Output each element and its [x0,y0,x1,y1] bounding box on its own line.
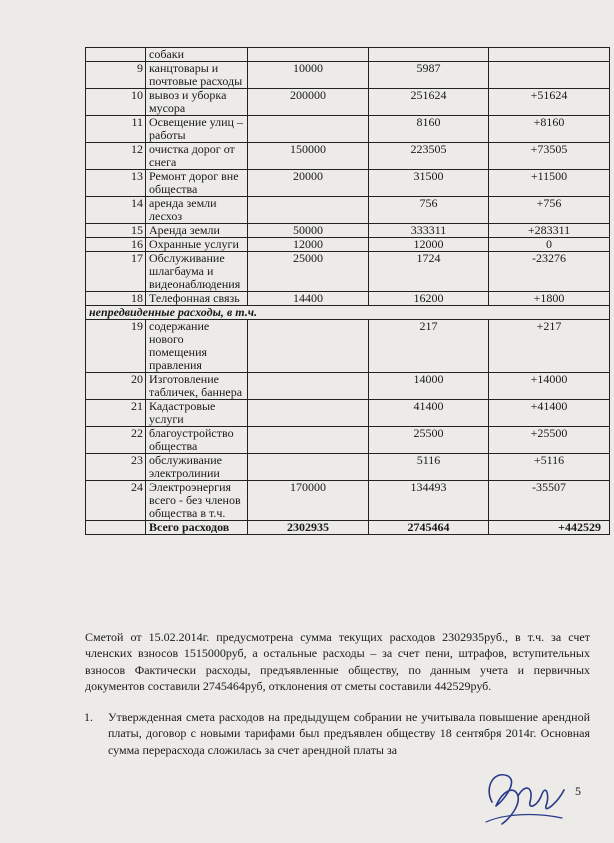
row-name: Охранные услуги [146,238,248,252]
row-plan [248,427,369,454]
row-number: 22 [86,427,146,454]
row-deviation: +73505 [489,143,610,170]
row-deviation: +283311 [489,224,610,238]
row-name: Обслуживание шлагбаума и видеонаблюдения [146,252,248,292]
row-fact: 134493 [369,481,489,521]
row-fact: 25500 [369,427,489,454]
row-name: Телефонная связь [146,292,248,306]
row-plan [248,454,369,481]
row-deviation: +1800 [489,292,610,306]
row-fact: 8160 [369,116,489,143]
row-fact: 12000 [369,238,489,252]
row-name: содержание нового помещения правления [146,320,248,373]
table-row [86,116,610,143]
total-deviation: +442529 [489,521,610,535]
row-number: 11 [86,116,146,143]
row-plan [248,197,369,224]
total-plan: 2302935 [248,521,369,535]
row-name: Освещение улиц – работы [146,116,248,143]
row-name: Кадастровые услуги [146,400,248,427]
row-deviation: +8160 [489,116,610,143]
row-name: Электроэнергия всего - без членов общества в т.ч. [146,481,248,521]
row-name: аренда земли лесхоз [146,197,248,224]
table-row [86,292,610,306]
row-plan: 200000 [248,89,369,116]
section-row [86,306,610,320]
row-name: благоустройство общества [146,427,248,454]
row-number: 14 [86,197,146,224]
row-plan [248,373,369,400]
table-row [86,89,610,116]
row-fact: 223505 [369,143,489,170]
table-row [86,400,610,427]
row-deviation: -23276 [489,252,610,292]
expense-table [85,47,610,535]
row-number: 21 [86,400,146,427]
row-fact: 1724 [369,252,489,292]
row-fact: 14000 [369,373,489,400]
signature-image [474,762,574,832]
section-title: непредвиденные расходы, в т.ч. [86,306,610,320]
total-num-cell [86,521,146,535]
row-number: 10 [86,89,146,116]
table-row [86,238,610,252]
table-row [86,320,610,373]
row-number: 12 [86,143,146,170]
row-name: Аренда земли [146,224,248,238]
row-number: 15 [86,224,146,238]
row-number: 9 [86,62,146,89]
row-plan [248,116,369,143]
total-section [86,521,610,535]
row-number: 23 [86,454,146,481]
row-number: 17 [86,252,146,292]
table-row [86,48,610,62]
table-row [86,143,610,170]
row-name: канцтовары и почтовые расходы [146,62,248,89]
table-row [86,62,610,89]
row-plan: 150000 [248,143,369,170]
row-plan: 10000 [248,62,369,89]
row-deviation: +217 [489,320,610,373]
list-item-number: 1. [84,710,93,724]
row-fact: 5987 [369,62,489,89]
row-plan [248,48,369,62]
total-label: Всего расходов [146,521,248,535]
row-deviation: +51624 [489,89,610,116]
numbered-list-item [84,709,590,758]
summary-paragraph: Сметой от 15.02.2014г. предусмотрена сумма текущих расходов 2302935руб., в т.ч. за счет членских взносов 1515000руб, а остальные расходы – за счет пени, штрафов, вступительных взносов Фактически расходы, предъявленные обществу, по данным учета и первичных документов составили 2745464руб, отклонения от сметы составили 442529руб. [85,630,590,694]
expense-table-body-bottom [86,320,610,521]
row-plan [248,400,369,427]
row-fact: 41400 [369,400,489,427]
total-fact: 2745464 [369,521,489,535]
row-plan: 12000 [248,238,369,252]
row-plan: 25000 [248,252,369,292]
row-number: 19 [86,320,146,373]
row-fact: 16200 [369,292,489,306]
row-plan [248,320,369,373]
row-plan: 14400 [248,292,369,306]
row-fact: 756 [369,197,489,224]
row-fact: 251624 [369,89,489,116]
table-row [86,373,610,400]
row-plan: 50000 [248,224,369,238]
row-fact: 5116 [369,454,489,481]
row-fact: 217 [369,320,489,373]
row-number: 20 [86,373,146,400]
row-fact [369,48,489,62]
row-number: 16 [86,238,146,252]
row-deviation: +14000 [489,373,610,400]
row-deviation: -35507 [489,481,610,521]
row-fact: 333311 [369,224,489,238]
row-number: 18 [86,292,146,306]
total-row [86,521,610,535]
row-deviation: +41400 [489,400,610,427]
page-number: 5 [575,784,581,798]
row-deviation: +25500 [489,427,610,454]
row-name: Изготовление табличек, баннера [146,373,248,400]
row-deviation [489,48,610,62]
row-plan: 20000 [248,170,369,197]
list-item-text: Утвержденная смета расходов на предыдущем собрании не учитывала повышение арендной платы, договор с новыми тарифами был предъявлен обществу 18 сентября 2014г. Основная сумма перерасхода сложилась за счет арендной платы за [108,710,590,757]
row-number [86,48,146,62]
section-header [86,306,610,320]
table-row [86,427,610,454]
row-number: 24 [86,481,146,521]
table-row [86,252,610,292]
row-deviation [489,62,610,89]
row-fact: 31500 [369,170,489,197]
row-name: очистка дорог от снега [146,143,248,170]
table-row [86,197,610,224]
row-plan: 170000 [248,481,369,521]
row-deviation: +11500 [489,170,610,197]
row-name: Ремонт дорог вне общества [146,170,248,197]
row-deviation: +5116 [489,454,610,481]
row-name: вывоз и уборка мусора [146,89,248,116]
row-name: собаки [146,48,248,62]
row-number: 13 [86,170,146,197]
table-row [86,454,610,481]
expense-table-body-top [86,48,610,306]
row-deviation: +756 [489,197,610,224]
table-row [86,170,610,197]
row-name: обслуживание электролинии [146,454,248,481]
table-row [86,224,610,238]
row-deviation: 0 [489,238,610,252]
table-row [86,481,610,521]
